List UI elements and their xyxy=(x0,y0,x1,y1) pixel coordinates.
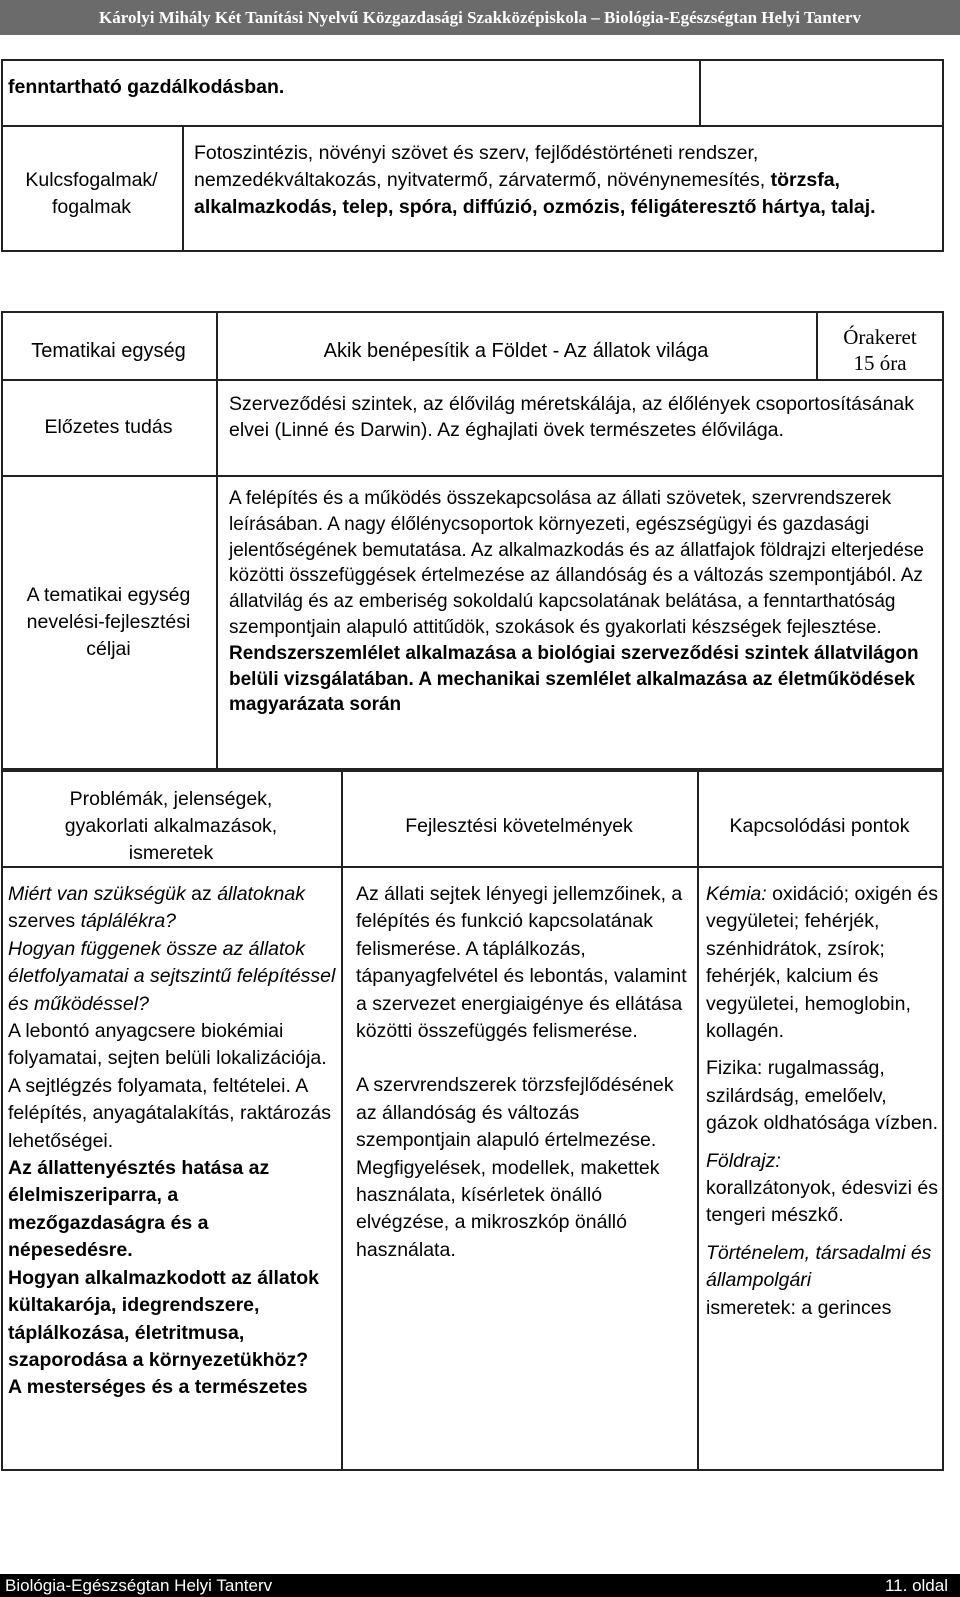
kulcs-label-line1: Kulcsfogalmak/ xyxy=(25,169,158,191)
q1-part5: táplálékra? xyxy=(80,910,177,933)
page-number: 11. oldal xyxy=(884,1576,948,1595)
kulcs-normal: Fotoszintézis, növényi szövet és szerv, fejlődéstörténeti rendszer, nemzedékváltakozás, nyitvatermő, zárvatermő, növénynemesítés, xyxy=(194,142,766,191)
celjai-text xyxy=(229,486,941,718)
foldrajz-label: Földrajz: xyxy=(706,1149,781,1172)
orakeret xyxy=(816,324,944,376)
q1-part2: az xyxy=(185,883,218,905)
kulcs-bold: törzsfa, alkalmazkodás, telep, spóra, diffúzió, ozmózis, féligáteresztő hártya, talaj. xyxy=(194,169,876,218)
col1-header-line2: gyakorlati alkalmazások, xyxy=(64,815,278,837)
elozetes-label: Előzetes tudás xyxy=(44,416,173,438)
q1-part1: Miért van szükségük xyxy=(8,883,186,905)
paragraph-lebonto: A lebontó anyagcsere biokémiai folyamatai, sejten belüli lokalizációja. A sejtlégzés folyamata, feltételei. A felépítés, anyagátalakítás, raktározás lehetőségei. xyxy=(8,1020,332,1152)
kemia-text: oxidáció; oxigén és vegyületei; fehérjék, szénhidrátok, zsírok; fehérjék, kalcium és vegyületei, hemoglobin, kollagén. xyxy=(706,883,938,1043)
col3-header: Kapcsolódási pontok xyxy=(729,815,910,837)
table2-row1-divider xyxy=(1,379,944,381)
paragraph-mesterseges: A mesterséges és a természetes xyxy=(8,1376,308,1399)
table2-row2-divider xyxy=(1,475,944,477)
col3-body xyxy=(706,881,940,1322)
fizika-block: Fizika: rugalmasság, szilárdság, emelőelv, gázok oldhatósága vízben. xyxy=(706,1057,939,1135)
table3-bottom xyxy=(1,1469,944,1471)
celjai-label-line3: céljai xyxy=(86,638,131,660)
dev-requirement-3: Megfigyelések, modellek, makettek használata, kísérletek önálló elvégzése, a mikroszkóp önálló használata. xyxy=(356,1156,660,1261)
dev-requirement-2: A szervrendszerek törzsfejlődésének az állandóság és változás szempontjain alapuló értelmezése. xyxy=(356,1074,674,1152)
kemia-block xyxy=(706,881,940,1045)
spacer xyxy=(706,1230,940,1240)
q1-part4: szerves xyxy=(8,910,81,933)
unit-title: Akik benépesítik a Földet - Az állatok világa xyxy=(323,340,709,362)
page-footer xyxy=(0,1574,960,1597)
tematikai-label: Tematikai egység xyxy=(31,340,186,362)
table3-left-border xyxy=(1,770,3,1471)
col1-header xyxy=(1,786,341,867)
celjai-label-line1: A tematikai egység xyxy=(26,584,191,606)
table3-col-divider-1 xyxy=(341,770,343,1471)
foldrajz-text: korallzátonyok, édesvizi és tengeri mészkő. xyxy=(706,1177,938,1227)
dev-requirement-1: Az állati sejtek lényegi jellemzőinek, a felépítés és funkció kapcsolatának felismerése. A táplálkozás, tápanyagfelvétel és lebontás, valamint a szervezet energiaigénye és ellátása közötti összefüggés felismerése. xyxy=(356,883,687,1043)
table2-col-divider xyxy=(216,311,218,770)
question-2: Hogyan függenek össze az állatok életfolyamatai a sejtszintű felépítéssel és működéssel? xyxy=(8,937,336,1015)
q1-part3: állatoknak xyxy=(217,883,305,905)
table1-col-divider xyxy=(182,125,184,252)
kulcsfogalmak-label xyxy=(1,167,182,221)
page-header xyxy=(0,0,960,35)
table3-right-border xyxy=(942,770,944,1471)
spacer xyxy=(706,1045,940,1055)
col1-body xyxy=(8,881,336,1402)
kulcsfogalmak-text xyxy=(194,140,934,221)
kulcs-label-line2: fogalmak xyxy=(51,196,132,218)
kemia-label: Kémia: xyxy=(706,883,767,905)
col1-header-line3: ismeretek xyxy=(128,842,214,864)
spacer xyxy=(356,1045,694,1072)
table3-col-divider-2 xyxy=(697,770,699,1471)
col2-body xyxy=(356,881,694,1264)
paragraph-allattenyesztes: Az állattenyésztés hatása az élelmiszeriparra, a mezőgazdaságra és a népesedésre. xyxy=(8,1157,270,1262)
spacer xyxy=(706,1138,940,1148)
celjai-bold: Rendszerszemlélet alkalmazása a biológiai szerveződési szintek állatvilágon belüli vizsgálatában. A mechanikai szemlélet alkalmazása az életműködések magyarázata során xyxy=(229,642,919,716)
table1-row-divider xyxy=(1,125,944,127)
celjai-label xyxy=(1,582,216,663)
col1-header-line1: Problémák, jelenségek, xyxy=(69,788,273,810)
col2-header: Fejlesztési követelmények xyxy=(405,815,633,837)
header-text: Károlyi Mihály Két Tanítási Nyelvű Közgazdasági Szakközépiskola – Biológia-Egészségtan Helyi Tanterv xyxy=(99,8,861,27)
orakeret-label: Órakeret xyxy=(843,325,917,349)
elozetes-text: Szerveződési szintek, az élővilág méretskálája, az élőlények csoportosításának elvei (Linné és Darwin). Az éghajlati övek természetes élővilága. xyxy=(229,393,915,441)
celjai-label-line2: nevelési-fejlesztési xyxy=(26,611,191,633)
orakeret-value: 15 óra xyxy=(853,351,907,375)
footer-title: Biológia-Egészségtan Helyi Tanterv xyxy=(5,1576,273,1595)
paragraph-alkalmazkodott: Hogyan alkalmazkodott az állatok kültakarója, idegrendszere, táplálkozása, életritmusa, szaporodása a környezetükhöz? xyxy=(8,1266,320,1371)
tortenelem-text: ismeretek: a gerinces xyxy=(706,1296,892,1319)
celjai-normal: A felépítés és a működés összekapcsolása az állati szövetek, szervrendszerek leírásában. A nagy élőlénycsoportok környezeti, egészségügyi és gazdasági jelentőségének bemutatása. Az alkalmazkodás és az állatfajok földrajzi elterjedése közötti összefüggések értelmezése az állandóság és a változás szempontjából. Az állatvilág és az emberiség sokoldalú kapcsolatának belátása, a fenntarthatóság szempontjain alapuló attitűdök, szokások és gyakorlati készségek fejlesztése. xyxy=(229,488,924,638)
table3-top xyxy=(1,770,944,772)
table1-col-divider-top xyxy=(699,59,701,126)
continued-text: fenntartható gazdálkodásban. xyxy=(8,76,285,98)
tortenelem-label: Történelem, társadalmi és állampolgári xyxy=(706,1241,932,1292)
question-1 xyxy=(8,881,336,936)
